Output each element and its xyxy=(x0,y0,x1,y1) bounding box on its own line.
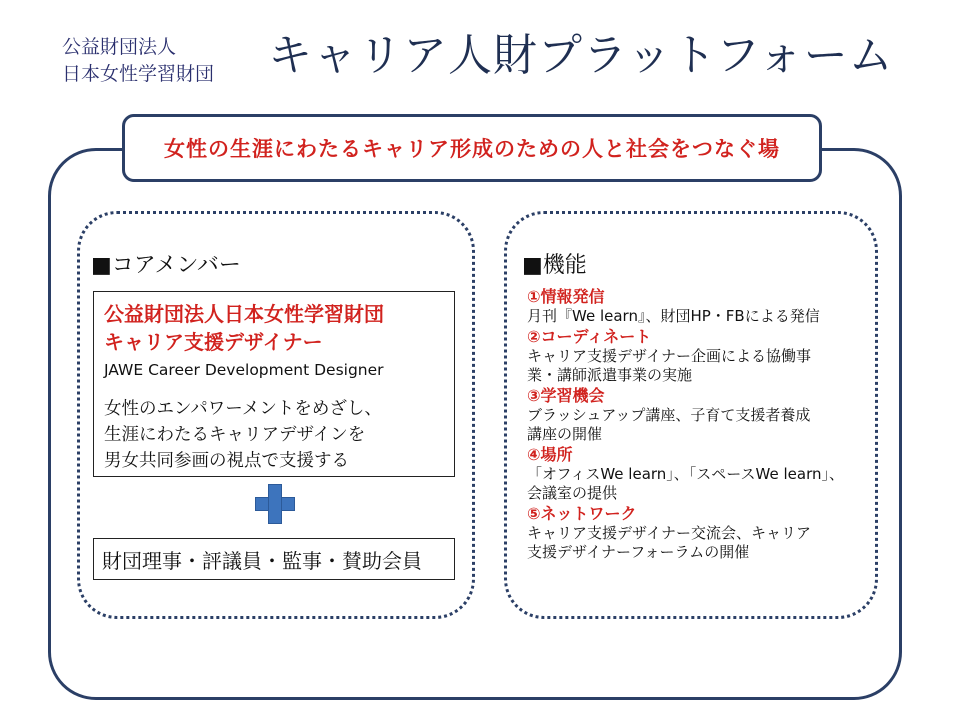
function-desc: キャリア支援デザイナー企画による協働事 業・講師派遣事業の実施 xyxy=(527,347,811,384)
core-member-role: キャリア支援デザイナー xyxy=(104,330,323,354)
function-title: ①情報発信 xyxy=(527,287,605,306)
function-item xyxy=(527,386,872,444)
functions-list xyxy=(527,287,872,563)
core-member-desc-line2: 生涯にわたるキャリアデザインを xyxy=(104,425,366,445)
core-member-desc-line1: 女性のエンパワーメントをめざし、 xyxy=(104,399,382,419)
board-members-box xyxy=(93,538,455,580)
function-title: ⑤ネットワーク xyxy=(527,504,637,523)
function-title: ③学習機会 xyxy=(527,386,605,405)
banner-text: 女性の生涯にわたるキャリア形成のための人と社会をつなぐ場 xyxy=(164,137,780,161)
functions-heading: ■機能 xyxy=(522,253,587,278)
function-title: ④場所 xyxy=(527,445,573,464)
core-member-desc-line3: 男女共同参画の視点で支援する xyxy=(104,451,349,471)
board-members-text: 財団理事・評議員・監事・賛助会員 xyxy=(102,548,422,573)
function-desc: ブラッシュアップ講座、子育て支援者養成 講座の開催 xyxy=(527,406,811,443)
core-members-heading: ■コアメンバー xyxy=(91,253,241,278)
core-member-description xyxy=(104,396,444,474)
org-name-line2: 日本女性学習財団 xyxy=(62,63,215,85)
function-item xyxy=(527,445,872,503)
function-title: ②コーディネート xyxy=(527,327,652,346)
function-item xyxy=(527,327,872,385)
function-desc: 月刊『We learn』、財団HP・FBによる発信 xyxy=(527,307,820,325)
function-item xyxy=(527,287,872,326)
function-item xyxy=(527,504,872,562)
function-desc: 「オフィスWe learn」、「スペースWe learn」、 会議室の提供 xyxy=(527,465,844,502)
page-title: キャリア人財プラットフォーム xyxy=(268,30,894,81)
org-name-line1: 公益財団法人 xyxy=(62,36,177,58)
function-desc: キャリア支援デザイナー交流会、キャリア 支援デザイナーフォーラムの開催 xyxy=(527,524,811,561)
core-member-box xyxy=(93,291,455,477)
plus-icon xyxy=(255,484,295,524)
core-member-org: 公益財団法人日本女性学習財団 xyxy=(104,302,384,326)
banner xyxy=(122,114,822,182)
organization-name xyxy=(62,34,214,88)
core-member-english: JAWE Career Development Designer xyxy=(104,361,384,379)
